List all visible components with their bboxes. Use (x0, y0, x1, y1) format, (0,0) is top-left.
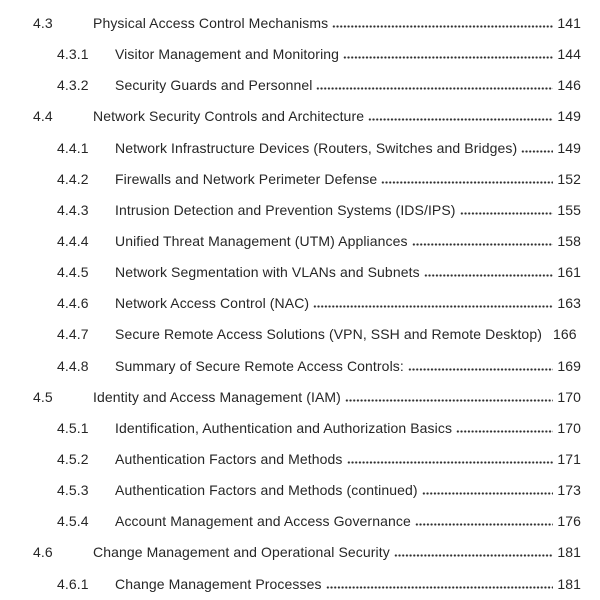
toc-entry-title: Authentication Factors and Methods (continued) (115, 482, 418, 499)
toc-entry-number: 4.4 (33, 108, 53, 125)
toc-entry-page: 144 (557, 46, 581, 63)
toc-entry-page: 163 (557, 295, 581, 312)
toc-entry-title: Authentication Factors and Methods (115, 451, 343, 468)
dot-leader (460, 194, 554, 225)
toc-entry-page: 146 (557, 77, 581, 94)
toc-entry[interactable] (0, 132, 600, 163)
toc-entry-title: Network Infrastructure Devices (Routers, Switches and Bridges) (115, 139, 518, 156)
toc-entry-number: 4.5.1 (57, 419, 89, 436)
toc-entry-page: 173 (557, 482, 581, 499)
toc-entry-page: 169 (557, 357, 581, 374)
toc-entry-number: 4.6 (33, 544, 53, 561)
toc-entry[interactable] (0, 443, 600, 474)
dot-leader (456, 412, 553, 443)
toc-entry-page: 141 (557, 15, 581, 32)
dot-leader (343, 39, 553, 70)
dot-leader (415, 506, 553, 537)
dot-leader (422, 475, 554, 506)
toc-entry-page: 149 (557, 108, 581, 125)
toc-entry-page: 166 (552, 326, 577, 343)
dot-leader (546, 319, 549, 350)
toc-entry-title: Visitor Management and Monitoring (115, 46, 340, 63)
toc-entry-page: 161 (557, 264, 581, 281)
toc-entry-title: Summary of Secure Remote Access Controls: (115, 357, 404, 374)
dot-leader (368, 101, 553, 132)
dot-leader (521, 132, 553, 163)
toc-entry[interactable] (0, 39, 600, 70)
dot-leader (408, 350, 553, 381)
dot-leader (394, 537, 554, 568)
dot-leader (424, 257, 554, 288)
toc-entry-title: Change Management and Operational Security (93, 544, 390, 561)
toc-entry-title: Network Access Control (NAC) (115, 295, 310, 312)
toc-entry-page: 181 (557, 544, 581, 561)
toc-entry[interactable] (0, 412, 600, 443)
toc-entry[interactable] (0, 350, 600, 381)
toc-entry-title: Change Management Processes (115, 575, 322, 592)
toc-entry[interactable] (0, 506, 600, 537)
dot-leader (316, 70, 553, 101)
toc-entry[interactable] (0, 288, 600, 319)
toc-entry-number: 4.4.5 (57, 264, 89, 281)
dot-leader (347, 443, 554, 474)
toc-entry-number: 4.5 (33, 388, 53, 405)
toc-entry[interactable] (0, 568, 600, 599)
toc-entry-page: 171 (557, 451, 581, 468)
toc-entry-number: 4.4.8 (57, 357, 89, 374)
dot-leader (345, 381, 553, 412)
toc-entry[interactable] (0, 381, 600, 412)
toc-entry-title: Account Management and Access Governance (115, 513, 411, 530)
toc-entry-number: 4.4.4 (57, 233, 89, 250)
toc-entry[interactable] (0, 8, 600, 39)
toc-entry-number: 4.5.2 (57, 451, 89, 468)
toc-entry-title: Network Segmentation with VLANs and Subnets (115, 264, 420, 281)
toc-entry-title: Security Guards and Personnel (115, 77, 313, 94)
dot-leader (381, 163, 553, 194)
toc-entry[interactable] (0, 225, 600, 256)
toc-entry[interactable] (0, 101, 600, 132)
toc-entry-number: 4.3.1 (57, 46, 89, 63)
toc-entry-number: 4.5.4 (57, 513, 89, 530)
toc-entry-number: 4.3 (33, 15, 53, 32)
toc-entry-title: Physical Access Control Mechanisms (93, 15, 329, 32)
toc-entry-page: 158 (557, 233, 581, 250)
dot-leader (313, 288, 553, 319)
toc-entry-page: 155 (557, 201, 581, 218)
toc-entry-title: Unified Threat Management (UTM) Appliances (115, 233, 408, 250)
toc-entry[interactable] (0, 319, 600, 350)
toc-entry-title: Network Security Controls and Architecture (93, 108, 365, 125)
toc-entry-page: 170 (557, 388, 581, 405)
toc-entry-number: 4.3.2 (57, 77, 89, 94)
toc-entry[interactable] (0, 257, 600, 288)
toc-entry[interactable] (0, 475, 600, 506)
toc-entry-page: 170 (557, 419, 581, 436)
toc-entry[interactable] (0, 70, 600, 101)
toc-entry-page: 181 (557, 575, 581, 592)
toc-entry-number: 4.4.3 (57, 201, 89, 218)
toc-entry-number: 4.4.6 (57, 295, 89, 312)
toc-entry-page: 152 (557, 170, 581, 187)
toc-entry-page: 176 (557, 513, 581, 530)
toc-entry-number: 4.4.7 (57, 326, 89, 343)
toc-entry-title: Identification, Authentication and Authorization Basics (115, 419, 453, 436)
toc-entry[interactable] (0, 163, 600, 194)
toc-entry-number: 4.4.1 (57, 139, 89, 156)
toc-entry[interactable] (0, 194, 600, 225)
dot-leader (326, 568, 554, 599)
dot-leader (412, 225, 554, 256)
toc-entry[interactable] (0, 537, 600, 568)
toc-entry-number: 4.6.1 (57, 575, 89, 592)
toc-entry-title: Firewalls and Network Perimeter Defense (115, 170, 378, 187)
toc-entry-number: 4.4.2 (57, 170, 89, 187)
dot-leader (332, 8, 553, 39)
toc-entry-title: Intrusion Detection and Prevention Systems (IDS/IPS) (115, 201, 456, 218)
toc-entry-number: 4.5.3 (57, 482, 89, 499)
toc-entry-title: Identity and Access Management (IAM) (93, 388, 341, 405)
toc-entry-page: 149 (557, 139, 581, 156)
toc-entry-title: Secure Remote Access Solutions (VPN, SSH and Remote Desktop) (115, 326, 542, 343)
